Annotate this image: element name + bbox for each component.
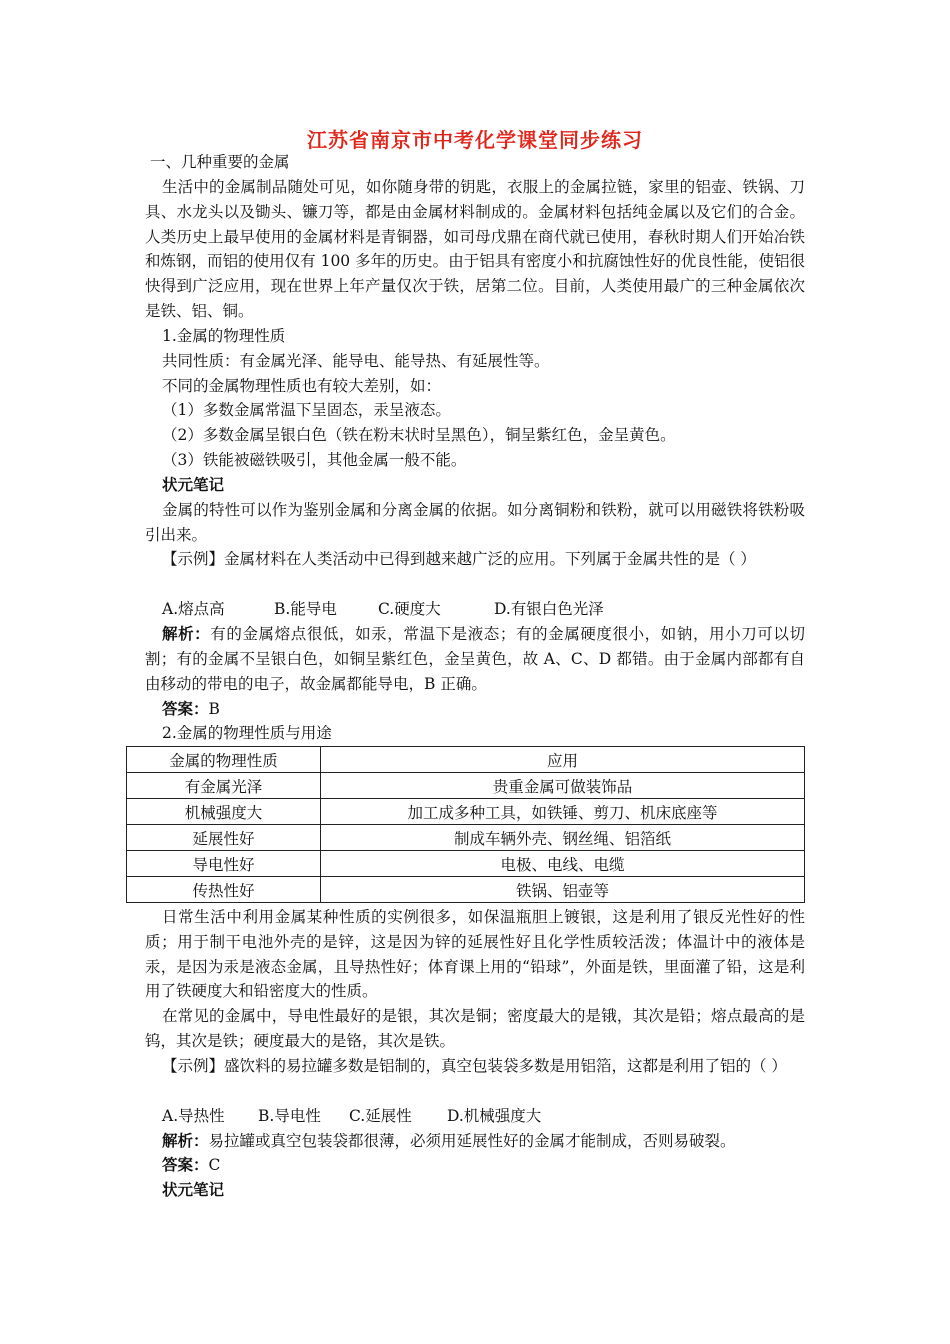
answer-label: 答案： [162, 1155, 209, 1174]
table-cell: 导电性好 [127, 851, 321, 877]
table-row [127, 877, 805, 903]
answer-value: C [208, 1156, 221, 1174]
intro-paragraph: 生活中的金属制品随处可见，如你随身带的钥匙，衣服上的金属拉链，家里的铝壶、铁锅、刀具、水龙头以及锄头、镰刀等，都是由金属材料制成的。金属材料包括纯金属以及它们的合金。人类历史上最早使用的金属材料是青铜器，如司母戊鼎在商代就已使用，春秋时期人们开始冶铁和炼钢，而铝的使用仅有 100 多年的历史。由于铝具有密度小和抗腐蚀性好的优良性能，使铝很快得到广泛应用，现在世界上年产量仅次于铁，居第二位。目前，人类使用最广的三种金属依次是铁、铝、铜。 [145, 178, 805, 320]
example-options [162, 1104, 541, 1129]
differences-text: 不同的金属物理性质也有较大差别，如： [162, 377, 442, 395]
option-d: D.机械强度大 [447, 1107, 542, 1125]
analysis-text: 易拉罐或真空包装袋都很薄，必须用延展性好的金属才能制成，否则易破裂。 [208, 1132, 736, 1150]
table-cell: 制成车辆外壳、钢丝绳、铝箔纸 [321, 825, 805, 851]
table-row [127, 825, 805, 851]
table-cell: 延展性好 [127, 825, 321, 851]
table-cell: 电极、电线、电缆 [321, 851, 805, 877]
note-heading: 状元笔记 [162, 475, 225, 494]
table-cell: 传热性好 [127, 877, 321, 903]
table-header-cell: 金属的物理性质 [127, 747, 321, 773]
analysis-label: 解析： [162, 624, 211, 643]
analysis-paragraph [145, 622, 805, 696]
option-d: D.有银白色光泽 [494, 600, 604, 618]
common-properties-text: 共同性质：有金属光泽、能导电、能导热、有延展性等。 [162, 352, 550, 370]
list-item: （3）铁能被磁铁吸引，其他金属一般不能。 [162, 451, 467, 469]
metals-comparison-paragraph: 在常见的金属中，导电性最好的是银，其次是铜；密度最大的是锇，其次是铅；熔点最高的是钨，其次是铁；硬度最大的是铬，其次是铁。 [145, 1007, 805, 1050]
example-question: 【示例】盛饮料的易拉罐多数是铝制的，真空包装袋多数是用铝箔，这都是利用了铝的（ ） [162, 1057, 787, 1075]
list-item: （1）多数金属常温下呈固态，汞呈液态。 [162, 401, 451, 419]
table-cell: 铁锅、铝壶等 [321, 877, 805, 903]
applications-paragraph: 日常生活中利用金属某种性质的实例很多，如保温瓶胆上镀银，这是利用了银反光性好的性质；用于制干电池外壳的是锌，这是因为锌的延展性好且化学性质较活泼；体温计中的液体是汞，是因为汞是液态金属，且导热性好；体育课上用的“铅球”，外面是铁，里面灌了铅，这是利用了铁硬度大和铅密度大的性质。 [145, 908, 805, 1001]
section-heading: 一、几种重要的金属 [150, 153, 290, 171]
table-header-row [127, 747, 805, 773]
table-cell: 贵重金属可做装饰品 [321, 773, 805, 799]
analysis-text: 有的金属熔点很低，如汞，常温下是液态；有的金属硬度很小，如钠，用小刀可以切割；有的金属不呈银白色，如铜呈紫红色，金呈黄色，故 A、C、D 都错。由于金属内部都有自由移动的带电的电子，故金属都能导电，B 正确。 [145, 625, 805, 693]
option-c: C.延展性 [349, 1107, 412, 1125]
document-title: 江苏省南京市中考化学课堂同步练习 [307, 128, 643, 152]
note-heading: 状元笔记 [162, 1180, 225, 1199]
table-row [127, 851, 805, 877]
option-b: B.导电性 [258, 1107, 321, 1125]
option-b: B.能导电 [274, 600, 337, 618]
answer-label: 答案： [162, 699, 209, 718]
subheading-properties-uses: 2.金属的物理性质与用途 [162, 724, 332, 742]
table-cell: 加工成多种工具，如铁锤、剪刀、机床底座等 [321, 799, 805, 825]
table-row [127, 773, 805, 799]
table-row [127, 799, 805, 825]
properties-table [126, 746, 805, 903]
option-a: A.导热性 [162, 1107, 225, 1125]
table-cell: 有金属光泽 [127, 773, 321, 799]
answer-line [162, 697, 220, 722]
example-question: 【示例】金属材料在人类活动中已得到越来越广泛的应用。下列属于金属共性的是（ ） [162, 550, 756, 568]
option-a: A.熔点高 [162, 600, 225, 618]
analysis-line [162, 1129, 736, 1154]
answer-line [162, 1153, 220, 1178]
option-c: C.硬度大 [378, 600, 441, 618]
table-header-cell: 应用 [321, 747, 805, 773]
analysis-label: 解析： [162, 1131, 209, 1150]
subheading-physical-properties: 1.金属的物理性质 [162, 327, 286, 345]
note-paragraph: 金属的特性可以作为鉴别金属和分离金属的依据。如分离铜粉和铁粉，就可以用磁铁将铁粉吸引出来。 [145, 501, 805, 544]
example-options [162, 597, 604, 622]
table-cell: 机械强度大 [127, 799, 321, 825]
list-item: （2）多数金属呈银白色（铁在粉末状时呈黑色），铜呈紫红色，金呈黄色。 [162, 426, 676, 444]
answer-value: B [208, 700, 220, 718]
